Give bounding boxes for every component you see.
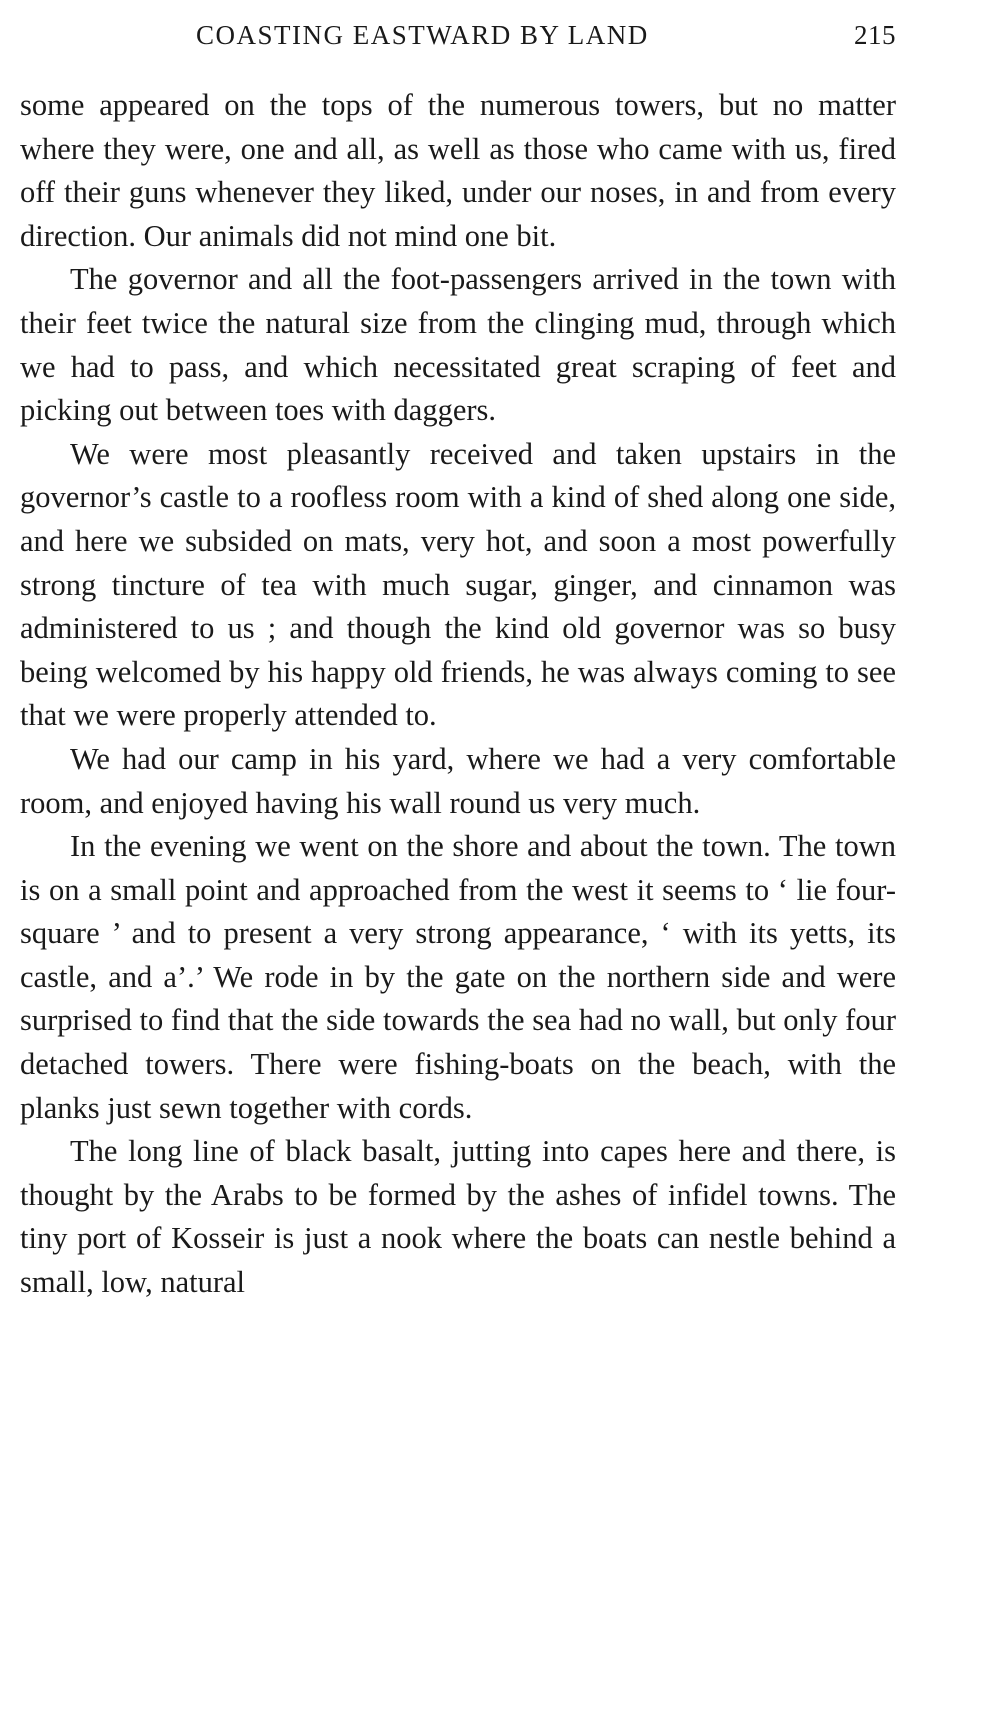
paragraph-camp-yard: We had our camp in his yard, where we had a very comfortable room, and enjoyed having his wall round us very much. bbox=[20, 741, 896, 820]
body-text bbox=[20, 84, 896, 1305]
book-page bbox=[20, 14, 896, 1694]
paragraph-governor-arrival: The governor and all the foot-passengers arrived in the town with their feet twice the natural size from the clinging mud, through which we had to pass, and which necessitated great scraping of feet and picking out between toes with daggers. bbox=[20, 262, 896, 428]
chapter-title: COASTING EASTWARD BY LAND bbox=[196, 20, 649, 50]
paragraph-castle-reception: We were most pleasantly received and taken upstairs in the governor’s castle to a roofless room with a kind of shed along one side, and here we subsided on mats, very hot, and soon a most powerfully strong tincture of tea with much sugar, ginger, and cinnamon was administered to us ; and though the kind old governor was so busy being welcomed by his happy old friends, he was always coming to see that we were properly attended to. bbox=[20, 436, 896, 733]
paragraph-continued: some appeared on the tops of the numerous towers, but no matter where they were, one and all, as well as those who came with us, fired off their guns whenever they liked, under our noses, in and from every direction. Our animals did not mind one bit. bbox=[20, 88, 896, 253]
page-number: 215 bbox=[854, 20, 896, 50]
running-head bbox=[20, 14, 896, 62]
paragraph-black-basalt: The long line of black basalt, jutting into capes here and there, is thought by the Arabs to be formed by the ashes of infidel towns. The tiny port of Kosseir is just a nook where the boats can nestle behind a small, low, natural bbox=[20, 1134, 896, 1300]
paragraph-evening-town: In the evening we went on the shore and about the town. The town is on a small point and approached from the west it seems to ‘ lie four-square ’ and to present a very strong appearance, ‘ with its yetts, its castle, and a’.’ We rode in by the gate on the northern side and were surprised to find that the side towards the sea had no wall, but only four detached towers. There were fishing-boats on the beach, with the planks just sewn together with cords. bbox=[20, 829, 896, 1125]
